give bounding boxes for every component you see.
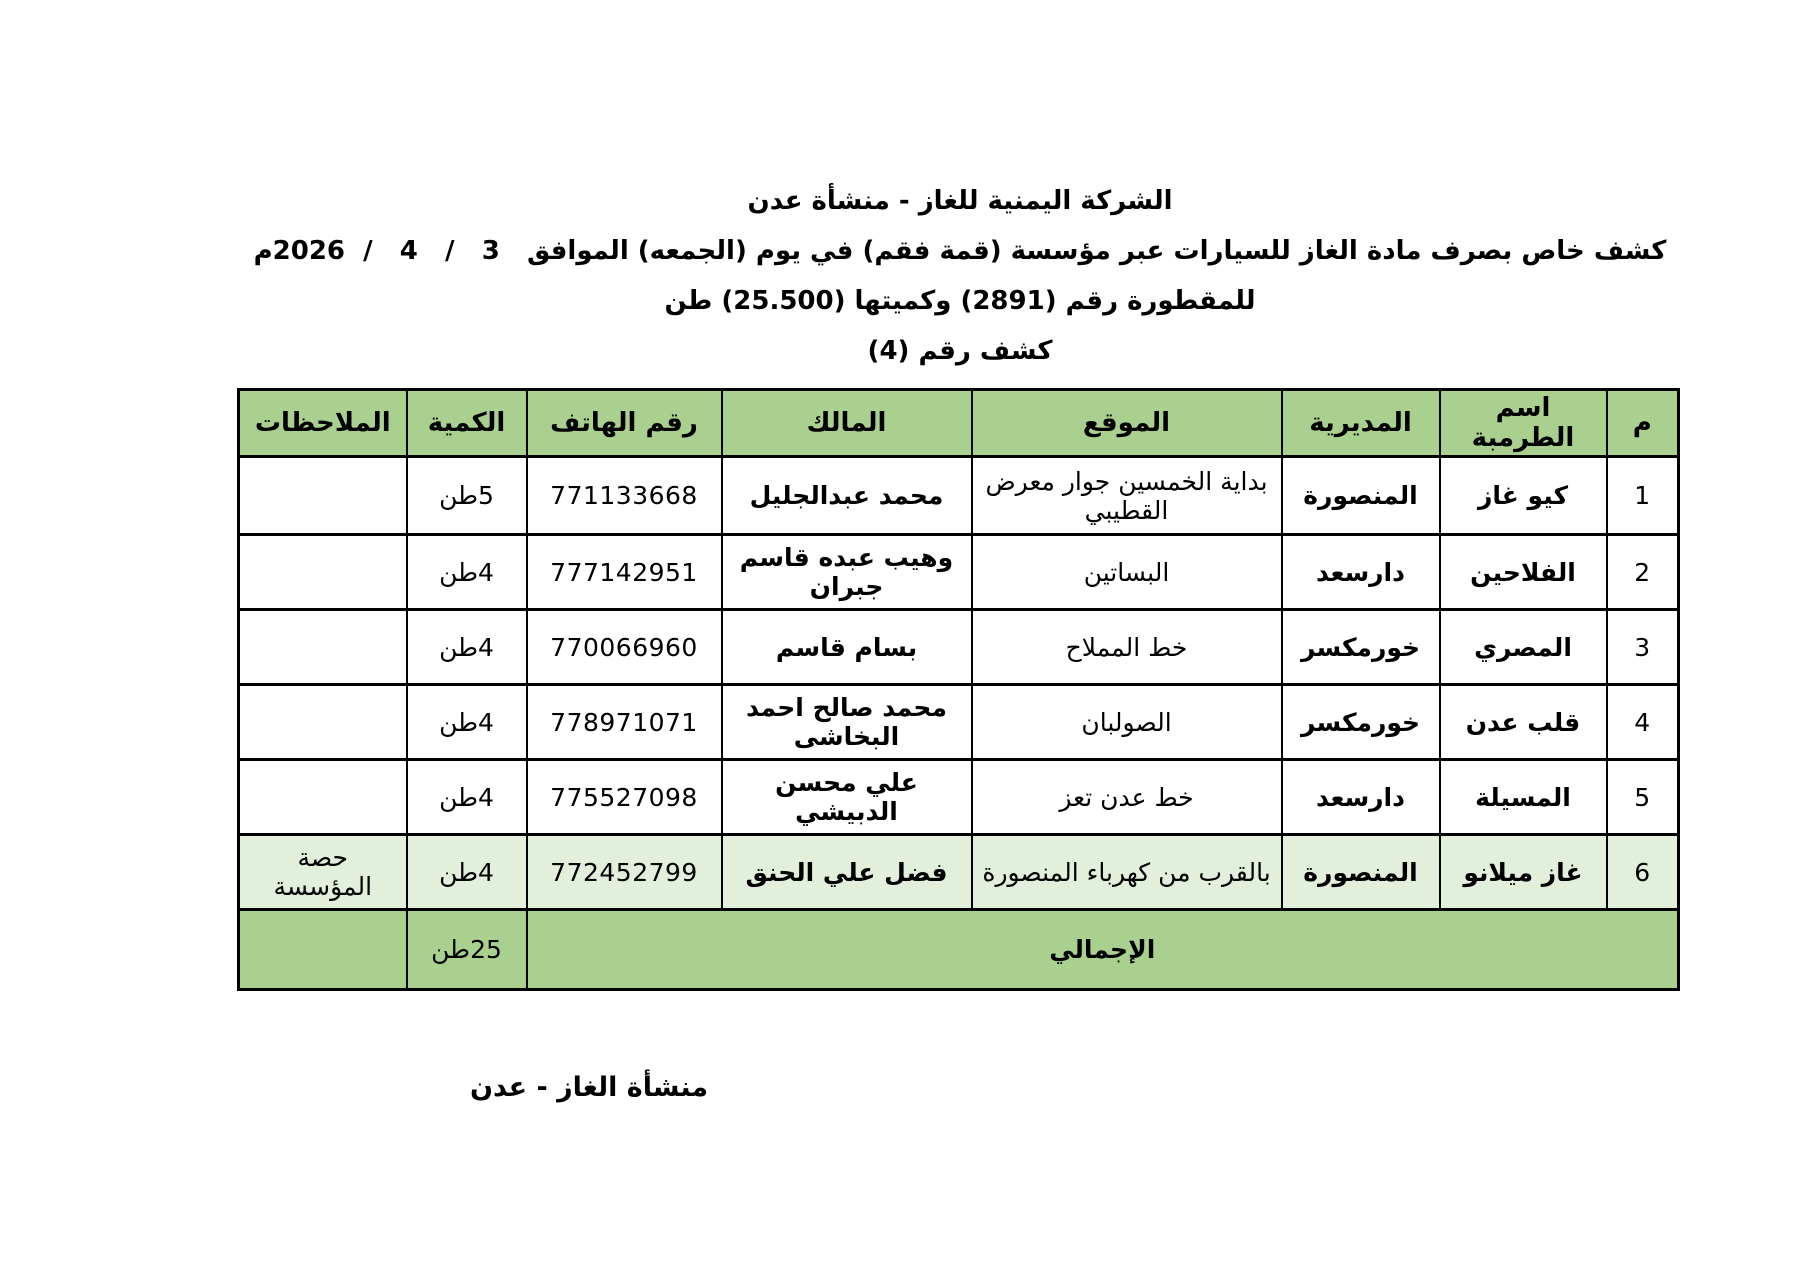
cell-no: 2: [1607, 535, 1679, 610]
cell-notes: [239, 610, 407, 685]
col-header-pump: اسم الطرمبة: [1440, 390, 1607, 457]
cell-phone: 778971071: [527, 685, 722, 760]
cell-district: المنصورة: [1282, 835, 1440, 910]
cell-pump: الفلاحين: [1440, 535, 1607, 610]
cell-owner: محمد صالح احمد البخاشى: [722, 685, 972, 760]
statement-description: كشف خاص بصرف مادة الغاز للسيارات عبر مؤسسة (قمة فقم) في يوم (الجمعه) الموافق 3 / 4 / 2026م: [253, 236, 1667, 266]
cell-qty: 4طن: [407, 685, 527, 760]
cell-qty: 4طن: [407, 760, 527, 835]
col-header-owner: المالك: [722, 390, 972, 457]
total-notes-cell: [239, 910, 407, 990]
cell-pump: المسيلة: [1440, 760, 1607, 835]
col-header-notes: الملاحظات: [239, 390, 407, 457]
company-title: الشركة اليمنية للغاز - منشأة عدن: [747, 186, 1173, 216]
cell-owner: علي محسن الدبيشي: [722, 760, 972, 835]
cell-no: 6: [1607, 835, 1679, 910]
cell-location: خط عدن تعز: [972, 760, 1282, 835]
cell-no: 5: [1607, 760, 1679, 835]
cell-owner: فضل علي الحنق: [722, 835, 972, 910]
cell-pump: كيو غاز: [1440, 457, 1607, 535]
trailer-info: للمقطورة رقم (2891) وكميتها (25.500) طن: [664, 286, 1256, 316]
table-row-highlighted: [239, 835, 1679, 910]
cell-district: دارسعد: [1282, 535, 1440, 610]
cell-district: خورمكسر: [1282, 685, 1440, 760]
cell-phone: 770066960: [527, 610, 722, 685]
cell-pump: قلب عدن: [1440, 685, 1607, 760]
cell-district: خورمكسر: [1282, 610, 1440, 685]
cell-phone: 777142951: [527, 535, 722, 610]
cell-phone: 775527098: [527, 760, 722, 835]
table-row: [239, 685, 1679, 760]
table-header-row: [239, 390, 1679, 457]
table-total-row: [239, 910, 1679, 990]
cell-phone: 772452799: [527, 835, 722, 910]
cell-qty: 4طن: [407, 535, 527, 610]
cell-owner: وهيب عبده قاسم جبران: [722, 535, 972, 610]
cell-district: دارسعد: [1282, 760, 1440, 835]
cell-owner: محمد عبدالجليل: [722, 457, 972, 535]
col-header-location: الموقع: [972, 390, 1282, 457]
cell-district: المنصورة: [1282, 457, 1440, 535]
cell-notes: [239, 760, 407, 835]
signature-text: منشأة الغاز - عدن: [470, 1072, 709, 1103]
gas-distribution-table: [237, 388, 1680, 991]
total-qty-cell: 25طن: [407, 910, 527, 990]
cell-qty: 4طن: [407, 610, 527, 685]
total-label-cell: الإجمالي: [527, 910, 1679, 990]
document-header: [240, 176, 1680, 376]
cell-location: البساتين: [972, 535, 1282, 610]
cell-pump: غاز ميلانو: [1440, 835, 1607, 910]
cell-location: خط المملاح: [972, 610, 1282, 685]
cell-qty: 5طن: [407, 457, 527, 535]
cell-no: 3: [1607, 610, 1679, 685]
table-row: [239, 610, 1679, 685]
table-row: [239, 760, 1679, 835]
cell-notes: [239, 685, 407, 760]
cell-location: بالقرب من كهرباء المنصورة: [972, 835, 1282, 910]
col-header-no: م: [1607, 390, 1679, 457]
col-header-district: المديرية: [1282, 390, 1440, 457]
cell-location: بداية الخمسين جوار معرض القطيبي: [972, 457, 1282, 535]
cell-qty: 4طن: [407, 835, 527, 910]
table-row: [239, 535, 1679, 610]
cell-notes: [239, 457, 407, 535]
cell-notes: [239, 535, 407, 610]
cell-owner: بسام قاسم: [722, 610, 972, 685]
cell-notes: حصة المؤسسة: [239, 835, 407, 910]
table-row: [239, 457, 1679, 535]
cell-no: 4: [1607, 685, 1679, 760]
cell-phone: 771133668: [527, 457, 722, 535]
cell-location: الصولبان: [972, 685, 1282, 760]
statement-number: كشف رقم (4): [867, 336, 1053, 366]
cell-no: 1: [1607, 457, 1679, 535]
col-header-qty: الكمية: [407, 390, 527, 457]
col-header-phone: رقم الهاتف: [527, 390, 722, 457]
cell-pump: المصري: [1440, 610, 1607, 685]
